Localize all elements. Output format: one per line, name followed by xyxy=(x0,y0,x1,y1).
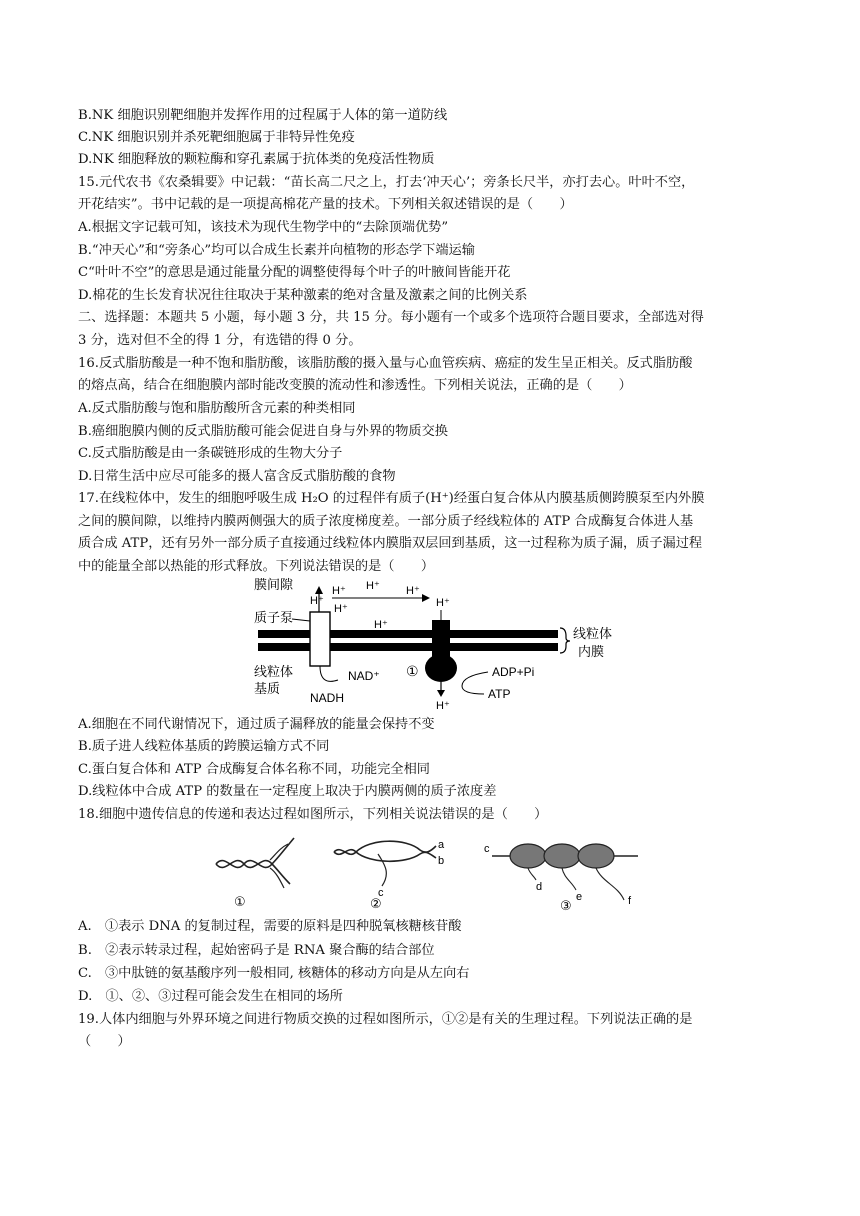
label-h-7: H⁺ xyxy=(436,700,450,712)
q16-option-b: B.癌细胞膜内侧的反式脂肪酸可能会促进自身与外界的物质交换 xyxy=(78,424,448,439)
label-matrix-1: 线粒体 xyxy=(254,664,294,679)
label-a: a xyxy=(438,839,445,851)
label-adp: ADP+Pi xyxy=(492,665,535,679)
label-matrix-2: 基质 xyxy=(254,681,281,696)
label-h-1: H⁺ xyxy=(332,585,346,597)
q14-option-b: B.NK 细胞识别靶细胞并发挥作用的过程属于人体的第一道防线 xyxy=(78,108,448,123)
label-atp: ATP xyxy=(488,687,511,701)
q17-option-b: B.质子进人线粒体基质的跨膜运输方式不同 xyxy=(78,739,330,754)
label-h-pump: H⁺ xyxy=(310,595,324,607)
arrowhead-up-icon xyxy=(315,586,323,594)
label-h-5: H⁺ xyxy=(374,619,388,631)
arrowhead-down-icon xyxy=(437,690,445,697)
label-h-3: H⁺ xyxy=(406,585,420,597)
label-membrane-2: 内膜 xyxy=(578,644,605,659)
section2-instructions-line2: 3 分，选对但不全的得 1 分，有选错的得 0 分。 xyxy=(78,333,362,348)
label-b: b xyxy=(438,855,445,867)
q17-stem-line1: 17.在线粒体中，发生的细胞呼吸生成 H₂O 的过程伴有质子(H⁺)经蛋白复合体从内膜基质侧跨膜泵至内外膜 xyxy=(78,491,705,506)
label-panel-1: ① xyxy=(234,894,246,909)
label-c3: c xyxy=(484,843,490,855)
q16-option-d: D.日常生活中应尽可能多的摄人富含反式脂肪酸的食物 xyxy=(78,469,396,484)
panel-3-translation xyxy=(484,843,638,913)
label-proton-pump: 质子泵 xyxy=(254,610,294,625)
q15-option-b: B.“冲天心”和“旁条心”均可以合成生长素并向植物的形态学下端运输 xyxy=(78,243,475,258)
q15-option-a: A.根据文字记载可知，该技术为现代生物学中的“去除顶端优势” xyxy=(78,220,449,235)
q19-stem-line2: （ ） xyxy=(78,1034,131,1049)
q18-option-d: D. ①、②、③过程可能会发生在相同的场所 xyxy=(78,989,343,1004)
label-circle-1: ① xyxy=(406,663,419,679)
membrane-brace xyxy=(560,628,570,653)
label-h-6: H⁺ xyxy=(436,597,450,609)
gene-expression-figure xyxy=(210,830,650,914)
label-f: f xyxy=(628,895,632,907)
q16-stem-line1: 16.反式脂肪酸是一种不饱和脂肪酸，该脂肪酸的摄入量与心血管疾病、癌症的发生呈正相关。反式脂肪酸 xyxy=(78,356,693,371)
panel-2-transcription xyxy=(334,839,445,911)
label-intermembrane: 膜间隙 xyxy=(254,577,294,592)
nadh-curve xyxy=(320,666,338,681)
ribosome-2-icon xyxy=(544,844,580,868)
q17-option-a: A.细胞在不同代谢情况下，通过质子漏释放的能量会保持不变 xyxy=(78,717,435,732)
label-e: e xyxy=(576,891,583,903)
q16-option-c: C.反式脂肪酸是由一条碳链形成的生物大分子 xyxy=(78,446,343,461)
arrowhead-right-icon xyxy=(422,594,430,602)
label-d: d xyxy=(536,881,543,893)
label-h-4: H⁺ xyxy=(334,603,348,615)
ribosome-1-icon xyxy=(510,844,546,868)
q16-option-a: A.反式脂肪酸与饱和脂肪酸所含元素的种类相同 xyxy=(78,401,356,416)
membrane-bar-top xyxy=(258,630,558,638)
label-nadh: NADH xyxy=(310,691,345,705)
label-nad: NAD⁺ xyxy=(348,669,380,683)
q18-option-b: B. ②表示转录过程，起始密码子是 RNA 聚合酶的结合部位 xyxy=(78,943,435,958)
q18-stem: 18.细胞中遗传信息的传递和表达过程如图所示，下列相关说法错误的是（ ） xyxy=(78,807,548,822)
pump-pointer-line xyxy=(292,619,310,621)
q18-option-c: C. ③中肽链的氨基酸序列一般相同, 核糖体的移动方向是从左向右 xyxy=(78,966,470,981)
q18-option-a: A. ①表示 DNA 的复制过程，需要的原料是四种脱氧核糖核苷酸 xyxy=(78,919,462,934)
q17-stem-line2: 之间的膜间隙，以维持内膜两侧强大的质子浓度梯度差。一部分质子经线粒体的 ATP 合成酶复合体进人基 xyxy=(78,514,694,529)
q17-option-c: C.蛋白复合体和 ATP 合成酶复合体名称不同，功能完全相同 xyxy=(78,762,430,777)
ribosome-3-icon xyxy=(578,844,614,868)
q14-option-d: D.NK 细胞释放的颗粒酶和穿孔素属于抗体类的免疫活性物质 xyxy=(78,152,435,167)
q17-stem-line3: 质合成 ATP，还有另外一部分质子直接通过线粒体内膜脂双层回到基质，这一过程称为质子漏，质子漏过程 xyxy=(78,536,703,551)
label-h-2: H⁺ xyxy=(366,580,380,592)
label-membrane-1: 线粒体 xyxy=(573,626,613,641)
q19-stem-line1: 19.人体内细胞与外界环境之间进行物质交换的过程如图所示，①②是有关的生理过程。下列说法正确的是 xyxy=(78,1012,693,1027)
membrane-bar-bottom xyxy=(258,643,558,651)
q15-option-d: D.棉花的生长发育状况往往取决于某种激素的绝对含量及激素之间的比例关系 xyxy=(78,288,528,303)
mitochondria-membrane-figure xyxy=(248,576,628,712)
q16-stem-line2: 的熔点高，结合在细胞膜内部时能改变膜的流动性和渗透性。下列相关说法，正确的是（ ） xyxy=(78,378,632,393)
atp-curve xyxy=(462,672,488,694)
q15-option-c: C“叶叶不空”的意思是通过能量分配的调整使得每个叶子的叶腋间皆能开花 xyxy=(78,265,511,280)
label-panel-3: ③ xyxy=(560,898,572,913)
label-panel-2: ② xyxy=(370,896,382,911)
q17-option-d: D.线粒体中合成 ATP 的数量在一定程度上取决于内膜两侧的质子浓度差 xyxy=(78,784,497,799)
q15-stem-line2: 开花结实”。书中记载的是一项提高棉花产量的技术。下列相关叙述错误的是（ ） xyxy=(78,197,573,212)
panel-1-replication xyxy=(216,838,294,909)
q14-option-c: C.NK 细胞识别并杀死靶细胞属于非特异性免疫 xyxy=(78,130,355,145)
section2-instructions-line1: 二、选择题：本题共 5 小题，每小题 3 分，共 15 分。每小题有一个或多个选项符合题目要求，全部选对得 xyxy=(78,310,704,325)
atp-synthase-head-icon xyxy=(425,654,457,682)
q15-stem-line1: 15.元代农书《农桑辑要》中记载：“苗长高二尺之上，打去‘冲天心’；旁条长尺半，亦打去心。叶叶不空， xyxy=(78,175,695,190)
atp-synthase-stalk xyxy=(432,620,450,658)
proton-pump-icon xyxy=(310,612,330,666)
q17-stem-line4: 中的能量全部以热能的形式释放。下列说法错误的是（ ） xyxy=(78,559,435,574)
label-c: c xyxy=(378,887,384,899)
